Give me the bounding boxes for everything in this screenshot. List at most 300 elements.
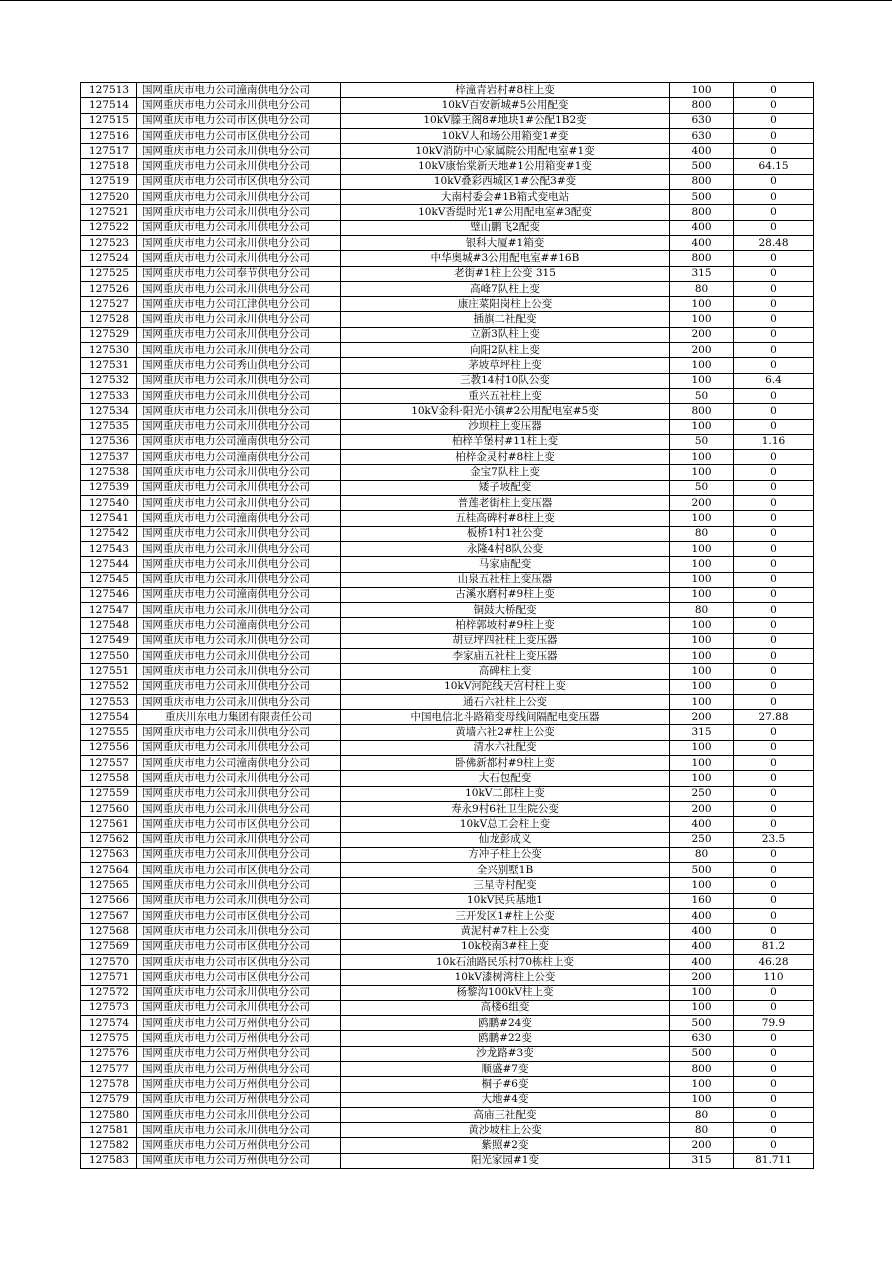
id-cell: 127545	[81, 572, 137, 587]
value-cell: 0	[734, 358, 814, 373]
id-cell: 127564	[81, 863, 137, 878]
transformer-name-cell: 大南村委会#1B箱式变电站	[341, 190, 670, 205]
table-row	[81, 633, 814, 648]
transformer-name-cell: 10kV消防中心家属院公用配电室#1变	[341, 144, 670, 159]
table-row	[81, 526, 814, 541]
capacity-cell: 100	[670, 1077, 734, 1092]
table-row	[81, 1000, 814, 1015]
id-cell: 127530	[81, 343, 137, 358]
capacity-cell: 200	[670, 970, 734, 985]
id-cell: 127544	[81, 557, 137, 572]
capacity-cell: 500	[670, 1046, 734, 1061]
table-row	[81, 327, 814, 342]
id-cell: 127560	[81, 801, 137, 816]
transformer-name-cell: 10kV民兵基地1	[341, 893, 670, 908]
table-row	[81, 404, 814, 419]
table-row	[81, 954, 814, 969]
table-row	[81, 205, 814, 220]
company-cell: 国网重庆市电力公司永川供电分公司	[137, 327, 341, 342]
capacity-cell: 80	[670, 281, 734, 296]
capacity-cell: 315	[670, 266, 734, 281]
transformer-name-cell: 卧佛新都村#9柱上变	[341, 756, 670, 771]
transformer-name-cell: 沙坝柱上变压器	[341, 419, 670, 434]
transformer-name-cell: 10kV叠彩西城区1#公配3#变	[341, 174, 670, 189]
transformer-name-cell: 柏梓羊堡村#11柱上变	[341, 434, 670, 449]
table-row	[81, 557, 814, 572]
id-cell: 127575	[81, 1031, 137, 1046]
capacity-cell: 315	[670, 1153, 734, 1168]
capacity-cell: 200	[670, 496, 734, 511]
table-row	[81, 98, 814, 113]
company-cell: 国网重庆市电力公司永川供电分公司	[137, 786, 341, 801]
transformer-name-cell: 高峰7队柱上变	[341, 281, 670, 296]
transformer-name-cell: 柏梓郭坡村#9柱上变	[341, 618, 670, 633]
transformer-name-cell: 梓潼青岩村#8柱上变	[341, 83, 670, 98]
company-cell: 国网重庆市电力公司永川供电分公司	[137, 419, 341, 434]
capacity-cell: 80	[670, 603, 734, 618]
table-row	[81, 756, 814, 771]
value-cell: 0	[734, 251, 814, 266]
id-cell: 127579	[81, 1092, 137, 1107]
transformer-name-cell: 高庙三社配变	[341, 1107, 670, 1122]
id-cell: 127523	[81, 235, 137, 250]
value-cell: 0	[734, 205, 814, 220]
table-row	[81, 480, 814, 495]
table-row	[81, 817, 814, 832]
table-row	[81, 1062, 814, 1077]
transformer-name-cell: 铜鼓大桥配变	[341, 603, 670, 618]
id-cell: 127537	[81, 450, 137, 465]
transformer-name-cell: 大地#4变	[341, 1092, 670, 1107]
value-cell: 0	[734, 526, 814, 541]
table-row	[81, 297, 814, 312]
id-cell: 127565	[81, 878, 137, 893]
value-cell: 0	[734, 1107, 814, 1122]
id-cell: 127528	[81, 312, 137, 327]
table-row	[81, 679, 814, 694]
transformer-name-cell: 阳光家园#1变	[341, 1153, 670, 1168]
transformer-name-cell: 三开发区1#柱上公变	[341, 909, 670, 924]
company-cell: 国网重庆市电力公司永川供电分公司	[137, 205, 341, 220]
value-cell: 0	[734, 740, 814, 755]
table-row	[81, 587, 814, 602]
capacity-cell: 400	[670, 939, 734, 954]
company-cell: 国网重庆市电力公司市区供电分公司	[137, 174, 341, 189]
transformer-name-cell: 三星寺村配变	[341, 878, 670, 893]
capacity-cell: 630	[670, 113, 734, 128]
company-cell: 国网重庆市电力公司潼南供电分公司	[137, 756, 341, 771]
company-cell: 国网重庆市电力公司永川供电分公司	[137, 373, 341, 388]
capacity-cell: 800	[670, 205, 734, 220]
capacity-cell: 200	[670, 1138, 734, 1153]
transformer-name-cell: 10k石油路民乐村70栋柱上变	[341, 954, 670, 969]
id-cell: 127550	[81, 648, 137, 663]
value-cell: 0	[734, 1138, 814, 1153]
value-cell: 0	[734, 786, 814, 801]
table-row	[81, 863, 814, 878]
transformer-name-cell: 老街#1柱上公变 315	[341, 266, 670, 281]
id-cell: 127581	[81, 1123, 137, 1138]
company-cell: 国网重庆市电力公司万州供电分公司	[137, 1062, 341, 1077]
table-row	[81, 1123, 814, 1138]
company-cell: 国网重庆市电力公司永川供电分公司	[137, 159, 341, 174]
value-cell: 0	[734, 1123, 814, 1138]
company-cell: 国网重庆市电力公司万州供电分公司	[137, 1077, 341, 1092]
table-body	[81, 83, 814, 1169]
transformer-name-cell: 中国电信北斗路箱变母线间隔配电变压器	[341, 710, 670, 725]
value-cell: 0	[734, 817, 814, 832]
company-cell: 国网重庆市电力公司永川供电分公司	[137, 526, 341, 541]
table-row	[81, 266, 814, 281]
capacity-cell: 100	[670, 541, 734, 556]
id-cell: 127552	[81, 679, 137, 694]
id-cell: 127541	[81, 511, 137, 526]
value-cell: 0	[734, 312, 814, 327]
value-cell: 0	[734, 771, 814, 786]
value-cell: 0	[734, 878, 814, 893]
id-cell: 127583	[81, 1153, 137, 1168]
table-row	[81, 1016, 814, 1031]
company-cell: 国网重庆市电力公司永川供电分公司	[137, 220, 341, 235]
company-cell: 国网重庆市电力公司永川供电分公司	[137, 1123, 341, 1138]
value-cell: 0	[734, 98, 814, 113]
transformer-name-cell: 康庄菜阳岗柱上公变	[341, 297, 670, 312]
company-cell: 国网重庆市电力公司永川供电分公司	[137, 404, 341, 419]
table-row	[81, 786, 814, 801]
company-cell: 国网重庆市电力公司永川供电分公司	[137, 740, 341, 755]
value-cell: 0	[734, 1031, 814, 1046]
value-cell: 0	[734, 572, 814, 587]
capacity-cell: 400	[670, 924, 734, 939]
capacity-cell: 100	[670, 1000, 734, 1015]
company-cell: 国网重庆市电力公司永川供电分公司	[137, 572, 341, 587]
company-cell: 国网重庆市电力公司万州供电分公司	[137, 1016, 341, 1031]
transformer-name-cell: 10kV人和场公用箱变1#变	[341, 128, 670, 143]
table-row	[81, 220, 814, 235]
value-cell: 0	[734, 863, 814, 878]
table-row	[81, 847, 814, 862]
company-cell: 国网重庆市电力公司市区供电分公司	[137, 128, 341, 143]
value-cell: 0	[734, 281, 814, 296]
transformer-name-cell: 全兴别墅1B	[341, 863, 670, 878]
company-cell: 国网重庆市电力公司永川供电分公司	[137, 725, 341, 740]
company-cell: 国网重庆市电力公司永川供电分公司	[137, 541, 341, 556]
transformer-name-cell: 10kV二郎柱上变	[341, 786, 670, 801]
table-row	[81, 985, 814, 1000]
transformer-name-cell: 金宝7队柱上变	[341, 465, 670, 480]
capacity-cell: 500	[670, 159, 734, 174]
capacity-cell: 200	[670, 343, 734, 358]
transformer-name-cell: 重兴五社柱上变	[341, 388, 670, 403]
value-cell: 0	[734, 297, 814, 312]
company-cell: 国网重庆市电力公司万州供电分公司	[137, 1138, 341, 1153]
capacity-cell: 250	[670, 786, 734, 801]
company-cell: 国网重庆市电力公司潼南供电分公司	[137, 618, 341, 633]
capacity-cell: 100	[670, 694, 734, 709]
table-row	[81, 128, 814, 143]
capacity-cell: 160	[670, 893, 734, 908]
transformer-name-cell: 10kV康怡棠新天地#1公用箱变#1变	[341, 159, 670, 174]
table-row	[81, 909, 814, 924]
company-cell: 国网重庆市电力公司永川供电分公司	[137, 924, 341, 939]
table-row	[81, 1046, 814, 1061]
table-row	[81, 113, 814, 128]
capacity-cell: 100	[670, 312, 734, 327]
company-cell: 国网重庆市电力公司永川供电分公司	[137, 496, 341, 511]
company-cell: 国网重庆市电力公司永川供电分公司	[137, 281, 341, 296]
capacity-cell: 100	[670, 648, 734, 663]
capacity-cell: 100	[670, 83, 734, 98]
company-cell: 国网重庆市电力公司永川供电分公司	[137, 190, 341, 205]
capacity-cell: 400	[670, 220, 734, 235]
id-cell: 127580	[81, 1107, 137, 1122]
value-cell: 0	[734, 633, 814, 648]
table-row	[81, 740, 814, 755]
id-cell: 127569	[81, 939, 137, 954]
id-cell: 127559	[81, 786, 137, 801]
company-cell: 国网重庆市电力公司秀山供电分公司	[137, 358, 341, 373]
id-cell: 127548	[81, 618, 137, 633]
id-cell: 127549	[81, 633, 137, 648]
capacity-cell: 400	[670, 235, 734, 250]
company-cell: 国网重庆市电力公司潼南供电分公司	[137, 83, 341, 98]
id-cell: 127574	[81, 1016, 137, 1031]
id-cell: 127518	[81, 159, 137, 174]
id-cell: 127524	[81, 251, 137, 266]
transformer-name-cell: 紫照#2变	[341, 1138, 670, 1153]
value-cell: 0	[734, 725, 814, 740]
capacity-cell: 100	[670, 618, 734, 633]
transformer-name-cell: 鸥鹏#24变	[341, 1016, 670, 1031]
company-cell: 国网重庆市电力公司永川供电分公司	[137, 664, 341, 679]
id-cell: 127525	[81, 266, 137, 281]
value-cell: 0	[734, 679, 814, 694]
capacity-cell: 800	[670, 98, 734, 113]
capacity-cell: 500	[670, 190, 734, 205]
value-cell: 0	[734, 909, 814, 924]
capacity-cell: 100	[670, 985, 734, 1000]
value-cell: 0	[734, 327, 814, 342]
capacity-cell: 630	[670, 1031, 734, 1046]
table-row	[81, 1031, 814, 1046]
page-top-rule	[0, 0, 892, 1]
table-row	[81, 618, 814, 633]
company-cell: 国网重庆市电力公司市区供电分公司	[137, 909, 341, 924]
id-cell: 127536	[81, 434, 137, 449]
table-row	[81, 511, 814, 526]
capacity-cell: 100	[670, 878, 734, 893]
capacity-cell: 100	[670, 358, 734, 373]
transformer-name-cell: 矮子坡配变	[341, 480, 670, 495]
capacity-cell: 100	[670, 664, 734, 679]
transformer-name-cell: 10kV总工会柱上变	[341, 817, 670, 832]
table-row	[81, 83, 814, 98]
company-cell: 国网重庆市电力公司永川供电分公司	[137, 878, 341, 893]
table-row	[81, 970, 814, 985]
table-row	[81, 1107, 814, 1122]
value-cell: 0	[734, 985, 814, 1000]
capacity-cell: 100	[670, 740, 734, 755]
id-cell: 127546	[81, 587, 137, 602]
id-cell: 127543	[81, 541, 137, 556]
capacity-cell: 100	[670, 1092, 734, 1107]
table-row	[81, 664, 814, 679]
company-cell: 国网重庆市电力公司永川供电分公司	[137, 694, 341, 709]
company-cell: 国网重庆市电力公司永川供电分公司	[137, 893, 341, 908]
id-cell: 127556	[81, 740, 137, 755]
capacity-cell: 100	[670, 419, 734, 434]
transformer-name-cell: 高碑柱上变	[341, 664, 670, 679]
company-cell: 国网重庆市电力公司永川供电分公司	[137, 648, 341, 663]
company-cell: 国网重庆市电力公司永川供电分公司	[137, 679, 341, 694]
capacity-cell: 200	[670, 710, 734, 725]
table-row	[81, 725, 814, 740]
value-cell: 0	[734, 847, 814, 862]
id-cell: 127532	[81, 373, 137, 388]
company-cell: 国网重庆市电力公司永川供电分公司	[137, 847, 341, 862]
company-cell: 国网重庆市电力公司市区供电分公司	[137, 970, 341, 985]
capacity-cell: 100	[670, 465, 734, 480]
transformer-name-cell: 永隆4村8队公变	[341, 541, 670, 556]
table-row	[81, 312, 814, 327]
id-cell: 127526	[81, 281, 137, 296]
company-cell: 国网重庆市电力公司潼南供电分公司	[137, 587, 341, 602]
value-cell: 0	[734, 1092, 814, 1107]
transformer-name-cell: 桐子#6变	[341, 1077, 670, 1092]
id-cell: 127529	[81, 327, 137, 342]
table-row	[81, 801, 814, 816]
id-cell: 127572	[81, 985, 137, 1000]
transformer-name-cell: 璧山鹏飞2配变	[341, 220, 670, 235]
id-cell: 127533	[81, 388, 137, 403]
transformer-name-cell: 马家庙配变	[341, 557, 670, 572]
transformer-name-cell: 三教14村10队公变	[341, 373, 670, 388]
table-row	[81, 648, 814, 663]
value-cell: 0	[734, 144, 814, 159]
id-cell: 127514	[81, 98, 137, 113]
capacity-cell: 400	[670, 954, 734, 969]
id-cell: 127517	[81, 144, 137, 159]
value-cell: 81.711	[734, 1153, 814, 1168]
capacity-cell: 100	[670, 771, 734, 786]
transformer-name-cell: 银科大厦#1箱变	[341, 235, 670, 250]
transformer-name-cell: 方冲子柱上公变	[341, 847, 670, 862]
value-cell: 0	[734, 113, 814, 128]
table-row	[81, 939, 814, 954]
id-cell: 127516	[81, 128, 137, 143]
id-cell: 127551	[81, 664, 137, 679]
value-cell: 23.5	[734, 832, 814, 847]
id-cell: 127570	[81, 954, 137, 969]
transformer-name-cell: 胡豆坪四社柱上变压器	[341, 633, 670, 648]
capacity-cell: 50	[670, 388, 734, 403]
capacity-cell: 100	[670, 297, 734, 312]
capacity-cell: 100	[670, 450, 734, 465]
capacity-cell: 200	[670, 801, 734, 816]
capacity-cell: 100	[670, 756, 734, 771]
capacity-cell: 800	[670, 1062, 734, 1077]
value-cell: 0	[734, 603, 814, 618]
table-row	[81, 251, 814, 266]
table-row	[81, 190, 814, 205]
id-cell: 127519	[81, 174, 137, 189]
id-cell: 127568	[81, 924, 137, 939]
capacity-cell: 800	[670, 404, 734, 419]
capacity-cell: 250	[670, 832, 734, 847]
company-cell: 国网重庆市电力公司永川供电分公司	[137, 98, 341, 113]
id-cell: 127540	[81, 496, 137, 511]
table-row	[81, 924, 814, 939]
capacity-cell: 100	[670, 373, 734, 388]
company-cell: 国网重庆市电力公司万州供电分公司	[137, 1031, 341, 1046]
transformer-name-cell: 仙龙彭成义	[341, 832, 670, 847]
value-cell: 0	[734, 496, 814, 511]
company-cell: 国网重庆市电力公司江津供电分公司	[137, 297, 341, 312]
id-cell: 127555	[81, 725, 137, 740]
company-cell: 国网重庆市电力公司永川供电分公司	[137, 465, 341, 480]
table-row	[81, 358, 814, 373]
transformer-name-cell: 黄沙坡柱上公变	[341, 1123, 670, 1138]
value-cell: 0	[734, 1077, 814, 1092]
id-cell: 127562	[81, 832, 137, 847]
id-cell: 127563	[81, 847, 137, 862]
id-cell: 127567	[81, 909, 137, 924]
table-row	[81, 1153, 814, 1168]
value-cell: 0	[734, 404, 814, 419]
table-row	[81, 1092, 814, 1107]
table-row	[81, 235, 814, 250]
value-cell: 81.2	[734, 939, 814, 954]
company-cell: 国网重庆市电力公司永川供电分公司	[137, 801, 341, 816]
table-row	[81, 878, 814, 893]
table-row	[81, 1138, 814, 1153]
capacity-cell: 80	[670, 526, 734, 541]
company-cell: 国网重庆市电力公司永川供电分公司	[137, 771, 341, 786]
company-cell: 国网重庆市电力公司永川供电分公司	[137, 633, 341, 648]
id-cell: 127539	[81, 480, 137, 495]
transformer-name-cell: 10kV滕王阁8#地块1#公配1B2变	[341, 113, 670, 128]
capacity-cell: 50	[670, 434, 734, 449]
value-cell: 27.88	[734, 710, 814, 725]
value-cell: 64.15	[734, 159, 814, 174]
transformer-name-cell: 10k校南3#柱上变	[341, 939, 670, 954]
company-cell: 国网重庆市电力公司万州供电分公司	[137, 1153, 341, 1168]
capacity-cell: 100	[670, 557, 734, 572]
company-cell: 国网重庆市电力公司潼南供电分公司	[137, 450, 341, 465]
id-cell: 127534	[81, 404, 137, 419]
table-row	[81, 450, 814, 465]
capacity-cell: 80	[670, 1123, 734, 1138]
transformer-name-cell: 黄泥村#7柱上公变	[341, 924, 670, 939]
table-row	[81, 832, 814, 847]
capacity-cell: 100	[670, 587, 734, 602]
company-cell: 国网重庆市电力公司永川供电分公司	[137, 985, 341, 1000]
value-cell: 0	[734, 128, 814, 143]
table-row	[81, 771, 814, 786]
capacity-cell: 80	[670, 847, 734, 862]
value-cell: 0	[734, 756, 814, 771]
capacity-cell: 800	[670, 174, 734, 189]
value-cell: 0	[734, 664, 814, 679]
company-cell: 国网重庆市电力公司市区供电分公司	[137, 113, 341, 128]
value-cell: 6.4	[734, 373, 814, 388]
transformer-name-cell: 大石包配变	[341, 771, 670, 786]
transformer-table	[80, 82, 814, 1169]
company-cell: 国网重庆市电力公司永川供电分公司	[137, 480, 341, 495]
value-cell: 46.28	[734, 954, 814, 969]
capacity-cell: 500	[670, 863, 734, 878]
transformer-name-cell: 杨黎沟100kV柱上变	[341, 985, 670, 1000]
